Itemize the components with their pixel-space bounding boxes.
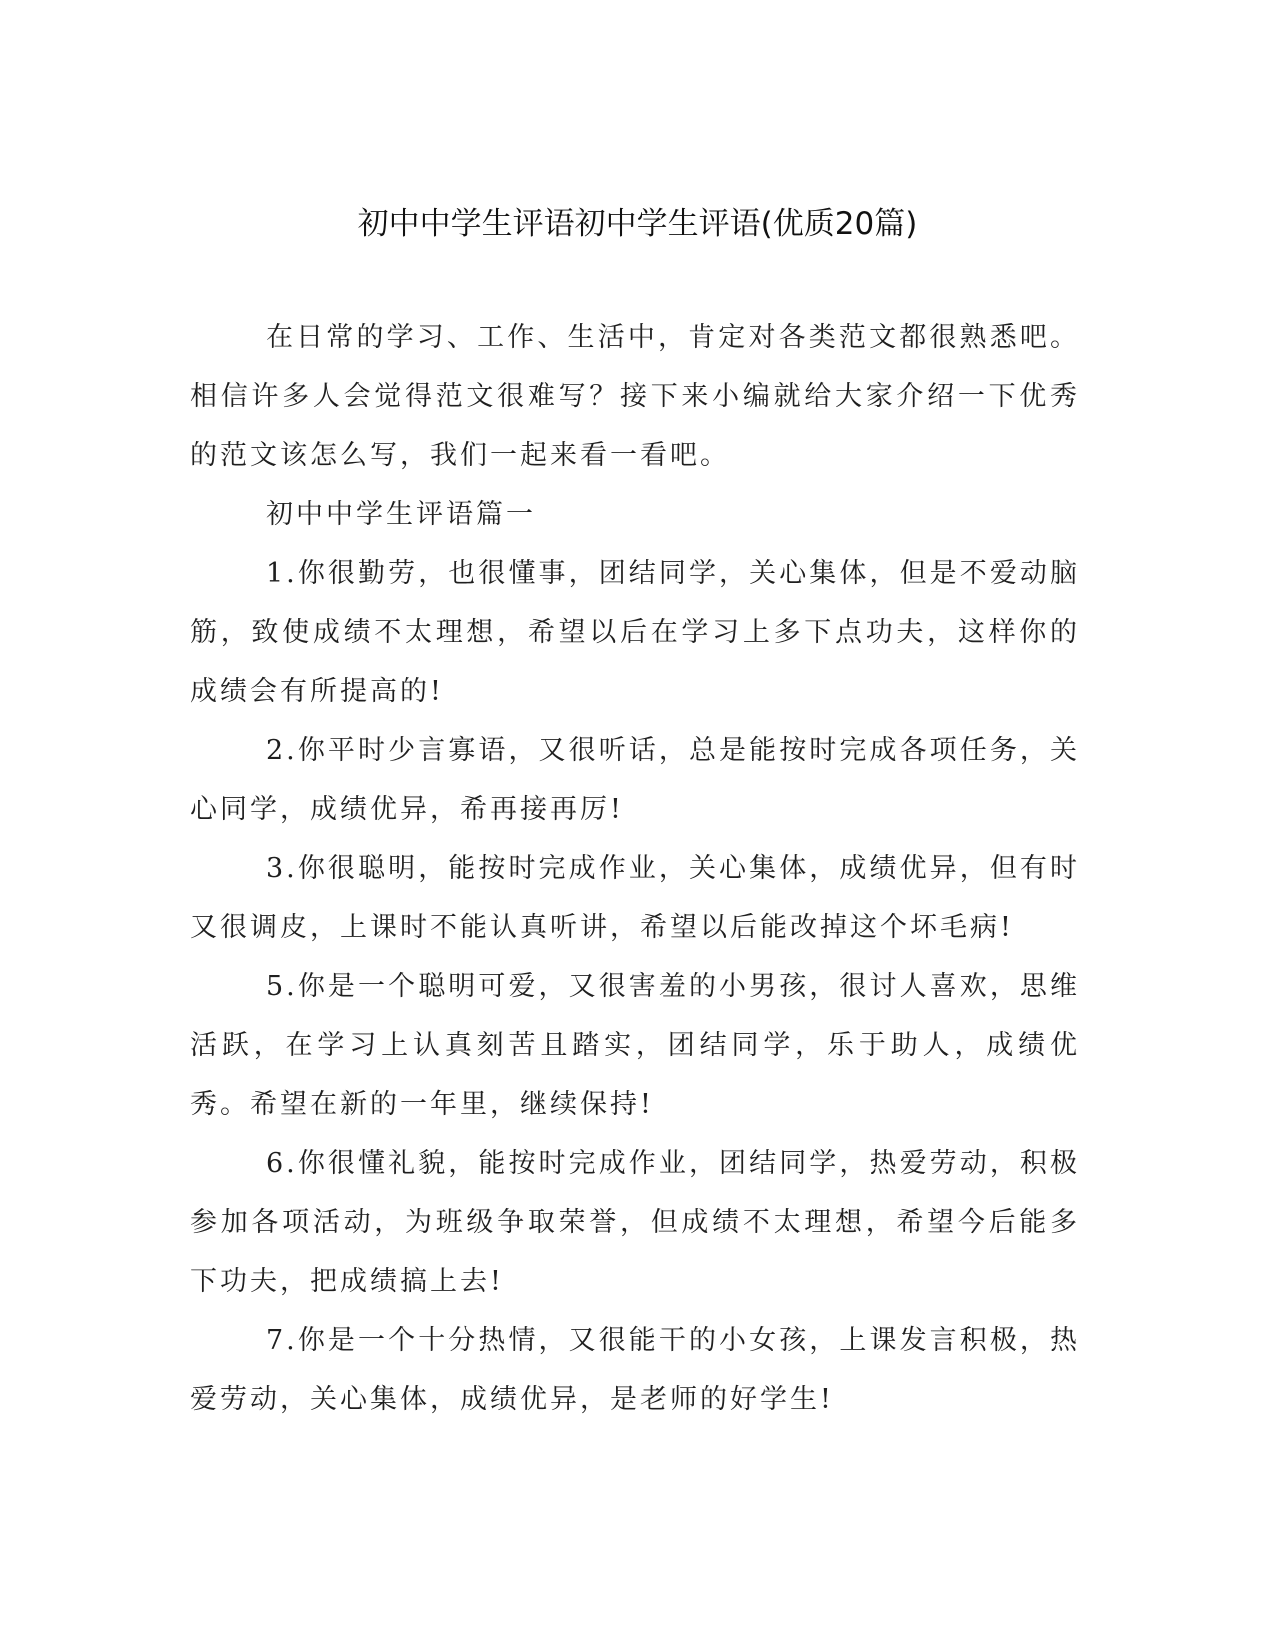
comment-paragraph: 6.你很懂礼貌，能按时完成作业，团结同学，热爱劳动，积极参加各项活动，为班级争取荣誉，但成绩不太理想，希望今后能多下功夫，把成绩搞上去! (190, 1148, 1080, 1297)
section-heading: 初中中学生评语篇一 (266, 499, 536, 530)
comment-paragraph: 2.你平时少言寡语，又很听话，总是能按时完成各项任务，关心同学，成绩优异，希再接再厉! (190, 735, 1080, 825)
comment-paragraph: 7.你是一个十分热情，又很能干的小女孩，上课发言积极，热爱劳动，关心集体，成绩优异，是老师的好学生! (190, 1325, 1080, 1415)
document-title: 初中中学生评语初中学生评语(优质20篇) (357, 206, 918, 242)
document-body (190, 308, 1080, 1429)
comment-paragraph: 5.你是一个聪明可爱，又很害羞的小男孩，很讨人喜欢，思维活跃，在学习上认真刻苦且踏实，团结同学，乐于助人，成绩优秀。希望在新的一年里，继续保持! (190, 971, 1080, 1120)
comment-paragraph: 3.你很聪明，能按时完成作业，关心集体，成绩优异，但有时又很调皮，上课时不能认真听讲，希望以后能改掉这个坏毛病! (190, 853, 1080, 943)
comment-paragraph: 1.你很勤劳，也很懂事，团结同学，关心集体，但是不爱动脑筋，致使成绩不太理想，希望以后在学习上多下点功夫，这样你的成绩会有所提高的! (190, 558, 1080, 707)
intro-paragraph: 在日常的学习、工作、生活中，肯定对各类范文都很熟悉吧。相信许多人会觉得范文很难写？接下来小编就给大家介绍一下优秀的范文该怎么写，我们一起来看一看吧。 (190, 322, 1080, 471)
